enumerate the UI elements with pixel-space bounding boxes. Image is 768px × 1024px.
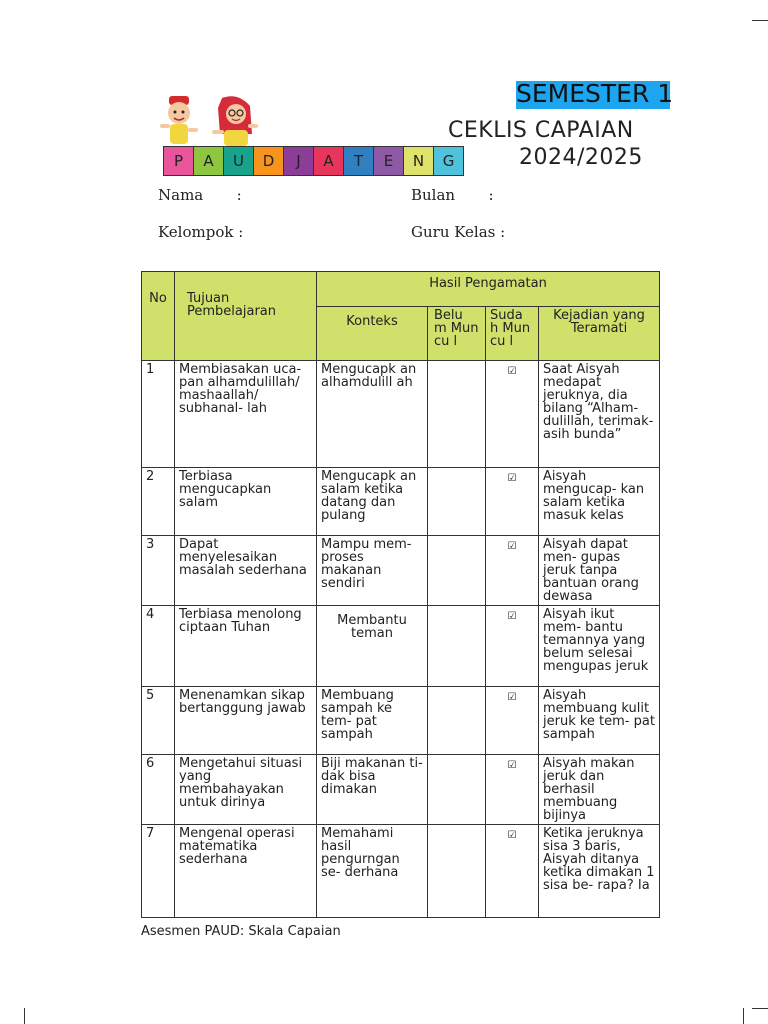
row-konteks — [317, 687, 428, 755]
footer-note: Asesmen PAUD: Skala Capaian — [141, 924, 341, 939]
field-guru-kelas: Guru Kelas : — [411, 223, 506, 241]
crop-mark — [752, 1008, 768, 1009]
row-tujuan — [175, 536, 317, 606]
row-number-text: 3 — [146, 537, 155, 552]
row-number — [142, 536, 175, 606]
row-konteks — [317, 536, 428, 606]
row-belum-muncul — [428, 536, 486, 606]
row-tujuan — [175, 825, 317, 918]
check-icon: ☑ — [507, 760, 517, 771]
row-konteks — [317, 468, 428, 536]
row-belum-muncul — [428, 606, 486, 687]
row-konteks-text: Mampu mem- proses makanan sendiri — [321, 537, 412, 591]
crop-mark — [752, 20, 768, 21]
field-nama: Nama : — [158, 186, 242, 204]
row-tujuan-text: Terbiasa menolong ciptaan Tuhan — [179, 607, 302, 635]
col-hasil: Hasil Pengamatan — [317, 272, 660, 307]
brand-letter: E — [374, 147, 404, 175]
brand-letter: P — [164, 147, 194, 175]
brand-letter: T — [344, 147, 374, 175]
row-belum-muncul — [428, 825, 486, 918]
checklist-table — [141, 271, 660, 918]
row-number — [142, 825, 175, 918]
col-belum-muncul: Belu m Muncu l — [428, 307, 486, 361]
row-sudah-muncul — [486, 468, 539, 536]
row-sudah-muncul — [486, 755, 539, 825]
check-icon: ☑ — [507, 692, 517, 703]
row-kejadian — [539, 361, 660, 468]
row-konteks — [317, 755, 428, 825]
row-tujuan-text: Terbiasa mengucapkan salam — [179, 469, 272, 510]
field-kelompok: Kelompok : — [158, 223, 244, 241]
row-kejadian — [539, 825, 660, 918]
col-sudah-muncul: Suda h Muncu l — [486, 307, 539, 361]
row-number-text: 5 — [146, 688, 155, 703]
row-tujuan — [175, 468, 317, 536]
row-sudah-muncul — [486, 687, 539, 755]
table-row — [142, 606, 660, 687]
check-icon: ☑ — [507, 611, 517, 622]
row-tujuan — [175, 687, 317, 755]
row-number — [142, 606, 175, 687]
row-sudah-muncul — [486, 536, 539, 606]
row-kejadian-text: Aisyah ikut mem- bantu temannya yang belum selesai mengupas jeruk — [543, 607, 649, 674]
brand-letter: A — [194, 147, 224, 175]
row-konteks — [317, 825, 428, 918]
row-tujuan — [175, 361, 317, 468]
row-sudah-muncul — [486, 606, 539, 687]
col-no: No — [142, 272, 175, 361]
row-number-text: 2 — [146, 469, 155, 484]
row-sudah-muncul — [486, 361, 539, 468]
row-number-text: 7 — [146, 826, 155, 841]
table-row — [142, 361, 660, 468]
brand-letter: U — [224, 147, 254, 175]
table-row — [142, 536, 660, 606]
page-title: CEKLIS CAPAIAN — [448, 118, 634, 143]
row-number-text: 4 — [146, 607, 155, 622]
row-kejadian-text: Aisyah dapat men- gupas jeruk tanpa bantuan orang dewasa — [543, 537, 639, 604]
row-number-text: 6 — [146, 756, 155, 771]
col-kejadian: Kejadian yang Teramati — [539, 307, 660, 361]
row-number — [142, 361, 175, 468]
crop-mark — [743, 1008, 744, 1024]
brand-letter: D — [254, 147, 284, 175]
kids-illustration — [158, 94, 264, 148]
row-number — [142, 468, 175, 536]
row-tujuan-text: Membiasakan uca- pan alhamdulillah/ mashaallah/ subhanal- lah — [179, 362, 302, 416]
col-konteks: Konteks — [317, 307, 428, 361]
check-icon: ☑ — [507, 541, 517, 552]
brand-letter: J — [284, 147, 314, 175]
row-tujuan — [175, 606, 317, 687]
row-konteks-text: Memahami hasil pengurngan se- derhana — [321, 826, 400, 880]
row-tujuan-text: Mengenal operasi matematika sederhana — [179, 826, 295, 867]
check-icon: ☑ — [507, 366, 517, 377]
brand-letter: A — [314, 147, 344, 175]
check-icon: ☑ — [507, 473, 517, 484]
field-bulan: Bulan : — [411, 186, 494, 204]
table-row — [142, 755, 660, 825]
row-konteks-text: Membantu teman — [337, 613, 407, 641]
row-kejadian-text: Ketika jeruknya sisa 3 baris, Aisyah ditanya ketika dimakan 1 sisa be- rapa? Ia — [543, 826, 655, 893]
school-year: 2024/2025 — [519, 145, 643, 170]
row-tujuan — [175, 755, 317, 825]
row-kejadian — [539, 468, 660, 536]
row-kejadian-text: Aisyah makan jeruk dan berhasil membuang bijinya — [543, 756, 635, 823]
table-row — [142, 687, 660, 755]
row-kejadian — [539, 755, 660, 825]
row-konteks-text: Membuang sampah ke tem- pat sampah — [321, 688, 394, 742]
row-konteks-text: Mengucapk an alhamdulill ah — [321, 362, 417, 390]
row-kejadian-text: Aisyah membuang kulit jeruk ke tem- pat sampah — [543, 688, 655, 742]
semester-label: SEMESTER 1 — [516, 79, 674, 108]
brand-letter: G — [434, 147, 463, 175]
row-tujuan-text: Dapat menyelesaikan masalah sederhana — [179, 537, 307, 578]
row-kejadian — [539, 536, 660, 606]
row-kejadian-text: Aisyah mengucap- kan salam ketika masuk kelas — [543, 469, 645, 523]
table-row — [142, 468, 660, 536]
row-kejadian — [539, 687, 660, 755]
row-number — [142, 755, 175, 825]
row-kejadian — [539, 606, 660, 687]
col-tujuan: Tujuan Pembelajaran — [175, 272, 317, 361]
row-kejadian-text: Saat Aisyah medapat jeruknya, dia bilang “Alham- dulillah, terimak- asih bunda” — [543, 362, 654, 442]
row-belum-muncul — [428, 687, 486, 755]
brand-logo — [163, 146, 464, 176]
row-konteks — [317, 361, 428, 468]
row-konteks-text: Biji makanan ti- dak bisa dimakan — [321, 756, 423, 797]
row-sudah-muncul — [486, 825, 539, 918]
row-konteks — [317, 606, 428, 687]
row-tujuan-text: Menenamkan sikap bertanggung jawab — [179, 688, 306, 716]
row-belum-muncul — [428, 361, 486, 468]
row-number — [142, 687, 175, 755]
check-icon: ☑ — [507, 830, 517, 841]
row-konteks-text: Mengucapk an salam ketika datang dan pulang — [321, 469, 417, 523]
table-row — [142, 825, 660, 918]
row-number-text: 1 — [146, 362, 155, 377]
row-belum-muncul — [428, 755, 486, 825]
brand-letter: N — [404, 147, 434, 175]
row-tujuan-text: Mengetahui situasi yang membahayakan untuk dirinya — [179, 756, 303, 810]
row-belum-muncul — [428, 468, 486, 536]
crop-mark — [24, 1008, 25, 1024]
